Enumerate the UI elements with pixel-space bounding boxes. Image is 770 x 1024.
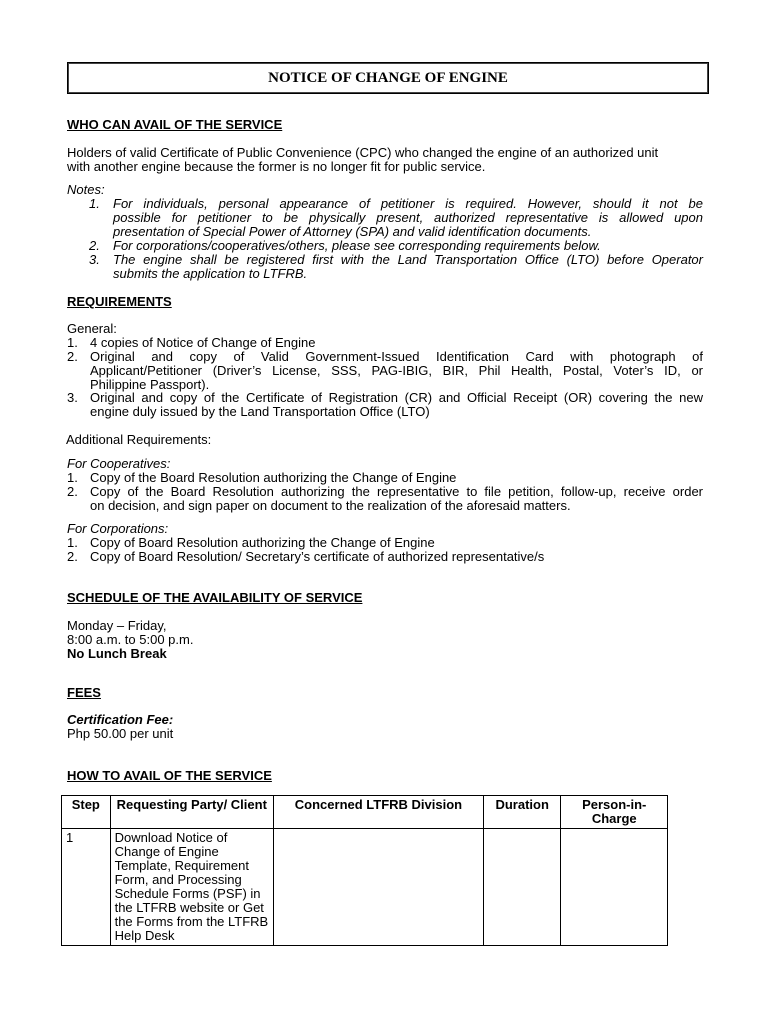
page-title: NOTICE OF CHANGE OF ENGINE bbox=[268, 70, 508, 86]
schedule-hours: 8:00 a.m. to 5:00 p.m. bbox=[67, 632, 194, 647]
column-header-division: Concerned LTFRB Division bbox=[273, 796, 483, 829]
column-header-person: Person-in-Charge bbox=[561, 796, 668, 829]
item-line: Copy of Board Resolution authorizing the Change of Engine bbox=[90, 535, 435, 550]
requirements-heading: REQUIREMENTS bbox=[67, 294, 172, 309]
how-heading: HOW TO AVAIL OF THE SERVICE bbox=[67, 768, 272, 783]
item-number: 2. bbox=[67, 549, 78, 564]
who-heading: WHO CAN AVAIL OF THE SERVICE bbox=[67, 117, 283, 132]
additional-label: Additional Requirements: bbox=[66, 432, 212, 447]
item-line: Copy of the Board Resolution authorizing the Change of Engine bbox=[90, 470, 457, 485]
cell-duration bbox=[483, 829, 561, 946]
note-number: 2. bbox=[89, 238, 100, 253]
note-item-3 bbox=[89, 253, 703, 281]
coop-label: For Cooperatives: bbox=[67, 456, 171, 471]
item-line: 4 copies of Notice of Change of Engine bbox=[90, 335, 316, 350]
note-line: possible for petitioner to be physically present, authorized representative is allowed upon bbox=[113, 210, 703, 225]
note-line: submits the application to LTFRB. bbox=[113, 266, 308, 281]
table-header-row bbox=[62, 796, 668, 829]
item-line: Copy of the Board Resolution authorizing the representative to file petition, follow-up, receive order bbox=[90, 484, 703, 499]
table-row bbox=[62, 829, 668, 946]
item-number: 1. bbox=[67, 335, 78, 350]
schedule-days: Monday – Friday, bbox=[67, 618, 167, 633]
item-line: Original and copy of Valid Government-Issued Identification Card with photograph of bbox=[90, 349, 703, 364]
item-number: 1. bbox=[67, 535, 78, 550]
fee-amount: Php 50.00 per unit bbox=[67, 726, 174, 741]
schedule-heading: SCHEDULE OF THE AVAILABILITY OF SERVICE bbox=[67, 590, 363, 605]
schedule-note: No Lunch Break bbox=[67, 646, 167, 661]
item-line: Original and copy of the Certificate of Registration (CR) and Official Receipt (OR) covering the new bbox=[90, 390, 703, 405]
column-header-client: Requesting Party/ Client bbox=[110, 796, 273, 829]
fee-label: Certification Fee: bbox=[67, 712, 174, 727]
note-item-2 bbox=[89, 239, 703, 253]
cell-step: 1 bbox=[62, 829, 111, 946]
general-label: General: bbox=[67, 321, 117, 336]
column-header-duration: Duration bbox=[483, 796, 561, 829]
who-line-1: Holders of valid Certificate of Public Convenience (CPC) who changed the engine of an authorized unit bbox=[67, 145, 659, 160]
column-header-step: Step bbox=[62, 796, 111, 829]
who-line-2: with another engine because the former is no longer fit for public service. bbox=[67, 159, 486, 174]
note-line: The engine shall be registered first with the Land Transportation Office (LTO) before Operator bbox=[113, 252, 703, 267]
item-number: 3. bbox=[67, 390, 78, 405]
note-line: For individuals, personal appearance of petitioner is required. However, should it not be bbox=[113, 196, 703, 211]
notes-label: Notes: bbox=[67, 182, 105, 197]
item-number: 2. bbox=[67, 349, 78, 364]
item-number: 1. bbox=[67, 470, 78, 485]
item-line: on decision, and sign paper on document to the realization of the aforesaid matters. bbox=[90, 498, 571, 513]
note-number: 1. bbox=[89, 196, 100, 211]
note-number: 3. bbox=[89, 252, 100, 267]
item-line: Philippine Passport). bbox=[90, 377, 210, 392]
item-number: 2. bbox=[67, 484, 78, 499]
item-line: engine duly issued by the Land Transportation Office (LTO) bbox=[90, 404, 430, 419]
fees-heading: FEES bbox=[67, 685, 101, 700]
item-line: Copy of Board Resolution/ Secretary’s certificate of authorized representative/s bbox=[90, 549, 545, 564]
cell-person bbox=[561, 829, 668, 946]
service-steps-table bbox=[61, 795, 668, 946]
cell-client: Download Notice of Change of Engine Template, Requirement Form, and Processing Schedule Forms (PSF) in the LTFRB website or Get the Forms from the LTFRB Help Desk bbox=[110, 829, 273, 946]
title-box bbox=[67, 62, 709, 94]
note-item-1 bbox=[89, 197, 703, 239]
note-line: For corporations/cooperatives/others, please see corresponding requirements below. bbox=[113, 238, 601, 253]
item-line: Applicant/Petitioner (Driver’s License, SSS, PAG-IBIG, BIR, Phil Health, Postal, Voter’s ID, or bbox=[90, 363, 703, 378]
corp-label: For Corporations: bbox=[67, 521, 169, 536]
cell-division bbox=[273, 829, 483, 946]
note-line: presentation of Special Power of Attorney (SPA) and valid identification documents. bbox=[113, 224, 592, 239]
